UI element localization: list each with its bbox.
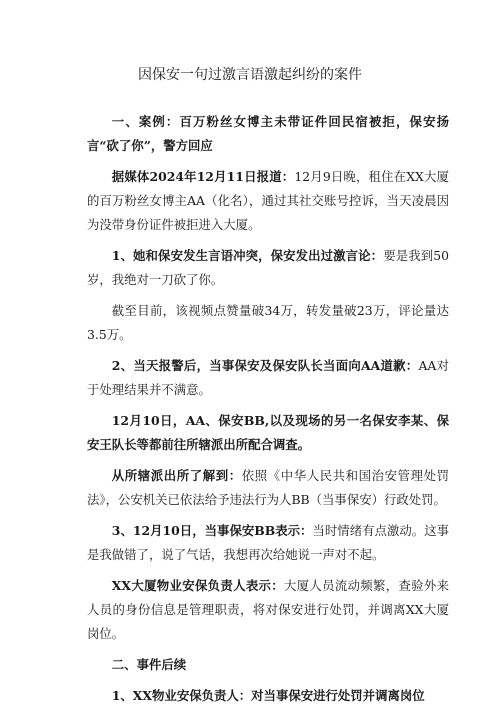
paragraph: [87, 519, 449, 567]
paragraph-text: 依照《中华人民共和国治安管理处罚法》，公安机关已依法给予违法行为人BB（当事保安）行政处罚。: [87, 468, 450, 507]
paragraph: [87, 354, 449, 402]
paragraph: [87, 464, 449, 512]
paragraph-text: AA对于处理结果并不满意。: [87, 358, 449, 397]
paragraph: [87, 299, 449, 347]
paragraph-lead: 2、当天报警后，当事保安及保安队长当面向AA道歉：: [111, 358, 419, 373]
document-title: 因保安一句过激言语激起纠纷的案件: [138, 67, 362, 83]
paragraph: [87, 165, 449, 237]
paragraph-lead: 1、XX物业安保负责人：对当事保安进行处罚并调离岗位: [111, 688, 425, 703]
paragraph: [87, 244, 449, 292]
paragraph: [87, 574, 449, 646]
paragraph-lead: 据媒体2024年12月11日报道：: [111, 169, 295, 184]
paragraph-lead: 二、事件后续: [111, 657, 187, 672]
paragraph-text: 当时情绪有点激动。这事是我做错了，说了气话，我想再次给她说一声对不起。: [87, 523, 449, 562]
paragraph-text: 大厦人员流动频繁，查验外来人员的身份信息是管理职责，将对保安进行处罚，并调离XX大厦岗位。: [87, 578, 449, 641]
paragraph-lead: 3、12月10日，当事保安BB表示：: [111, 523, 313, 538]
paragraph: [87, 684, 449, 708]
paragraph-text: 截至目前，该视频点赞量破34万，转发量破23万，评论量达3.5万。: [87, 303, 449, 342]
paragraph: [87, 653, 449, 677]
paragraph-text: 12月9日晚，租住在XX大厦的百万粉丝女博主AA（化名），通过其社交账号控诉，当天凌晨因为没带身份证件被拒进入大厦。: [87, 169, 449, 232]
paragraph-lead: 12月10日，AA、保安BB,以及现场的另一名保安李某、保安王队长等都前往所辖派出所配合调查。: [87, 413, 449, 452]
paragraph-lead: 从所辖派出所了解到：: [111, 468, 242, 483]
document-body: [87, 110, 449, 715]
paragraph-lead: XX大厦物业安保负责人表示：: [111, 578, 284, 593]
paragraph-lead: 1、她和保安发生言语冲突，保安发出过激言论：: [111, 248, 384, 263]
paragraph: [87, 110, 449, 158]
paragraph: [87, 409, 449, 457]
paragraph-text: 要是我到50岁，我绝对一刀砍了你。: [87, 248, 449, 287]
paragraph-lead: 一、案例：百万粉丝女博主未带证件回民宿被拒，保安扬言“砍了你”，警方回应: [87, 114, 449, 153]
